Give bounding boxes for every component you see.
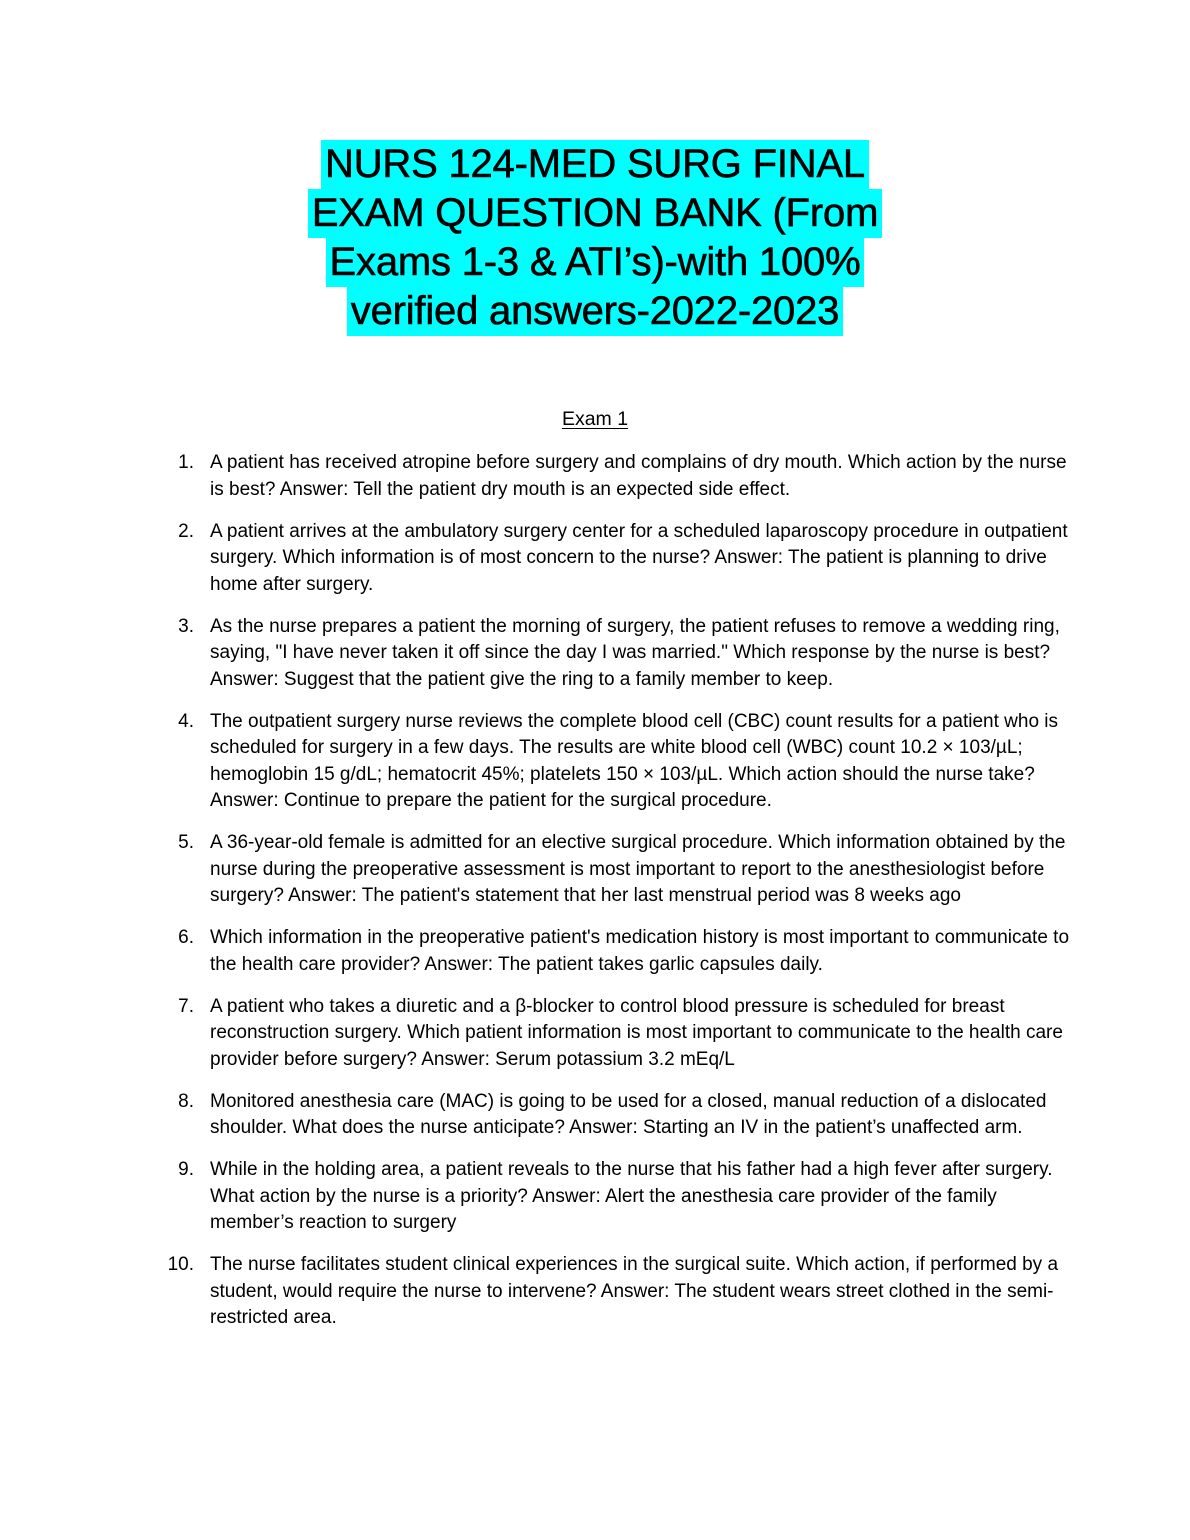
title-line: verified answers-2022-2023 <box>0 287 1190 336</box>
question-text: The outpatient surgery nurse reviews the complete blood cell (CBC) count results for a patient who is scheduled for surgery in a few days. The results are white blood cell (WBC) count 10.2 × 103/µL; hemoglobin 15 g/dL; hematocrit 45%; platelets 150 × 103/µL. Which action should the nurse take? Answer: Continue to prepare the patient for the surgical procedure. <box>210 710 1059 811</box>
title-line: EXAM QUESTION BANK (From <box>0 189 1190 238</box>
question-item <box>0 925 1190 978</box>
question-number: 1. <box>178 452 194 473</box>
question-item <box>0 450 1190 503</box>
question-number: 4. <box>178 710 194 732</box>
question-text: A patient who takes a diuretic and a β-blocker to control blood pressure is scheduled for breast reconstruction surgery. Which patient information is most important to communicate to the health care provider before surgery? Answer: Serum potassium 3.2 mEq/L <box>210 995 1063 1070</box>
question-number: 10. <box>167 1254 194 1275</box>
question-item <box>0 614 1190 694</box>
question-number: 9. <box>178 1159 194 1180</box>
question-item <box>0 830 1190 910</box>
title-line: NURS 124-MED SURG FINAL <box>0 140 1190 189</box>
section-heading: Exam 1 <box>561 408 629 430</box>
question-text: Which information in the preoperative patient's medication history is most important to communicate to the health care provider? Answer: The patient takes garlic capsules daily. <box>210 927 1070 975</box>
question-item <box>0 994 1190 1074</box>
question-item <box>0 709 1190 815</box>
question-number: 2. <box>178 520 194 542</box>
question-item <box>0 1089 1190 1142</box>
document-title <box>0 140 1190 336</box>
question-number: 5. <box>178 832 194 853</box>
question-text: A patient has received atropine before surgery and complains of dry mouth. Which action by the nurse is best? Answer: Tell the patient dry mouth is an expected side effect. <box>210 452 1067 500</box>
question-text: Monitored anesthesia care (MAC) is going to be used for a closed, manual reduction of a dislocated shoulder. What does the nurse anticipate? Answer: Starting an IV in the patient’s unaffected arm. <box>210 1090 1047 1138</box>
question-item <box>0 519 1190 599</box>
question-number: 7. <box>178 995 194 1017</box>
question-text: The nurse facilitates student clinical experiences in the surgical suite. Which action, if performed by a student, would require the nurse to intervene? Answer: The student wears street clothed in the semi-restricted area. <box>210 1254 1059 1328</box>
question-number: 3. <box>178 615 194 637</box>
question-list <box>0 450 1190 1347</box>
question-text: A patient arrives at the ambulatory surgery center for a scheduled laparoscopy procedure in outpatient surgery. Which information is of most concern to the nurse? Answer: The patient is planning to drive home after surgery. <box>210 520 1068 595</box>
title-line: Exams 1-3 & ATI’s)-with 100% <box>0 238 1190 287</box>
question-item <box>0 1252 1190 1332</box>
question-item <box>0 1157 1190 1237</box>
question-text: A 36-year-old female is admitted for an elective surgical procedure. Which information obtained by the nurse during the preoperative assessment is most important to report to the anesthesiologist before surgery? Answer: The patient's statement that her last menstrual period was 8 weeks ago <box>210 832 1066 906</box>
question-text: While in the holding area, a patient reveals to the nurse that his father had a high fever after surgery. What action by the nurse is a priority? Answer: Alert the anesthesia care provider of the family member’s reaction to surgery <box>210 1159 1053 1233</box>
question-number: 6. <box>178 927 194 948</box>
question-number: 8. <box>178 1090 194 1112</box>
question-text: As the nurse prepares a patient the morning of surgery, the patient refuses to remove a wedding ring, saying, "I have never taken it off since the day I was married." Which response by the nurse is best? Answer: Suggest that the patient give the ring to a family member to keep. <box>210 615 1060 690</box>
